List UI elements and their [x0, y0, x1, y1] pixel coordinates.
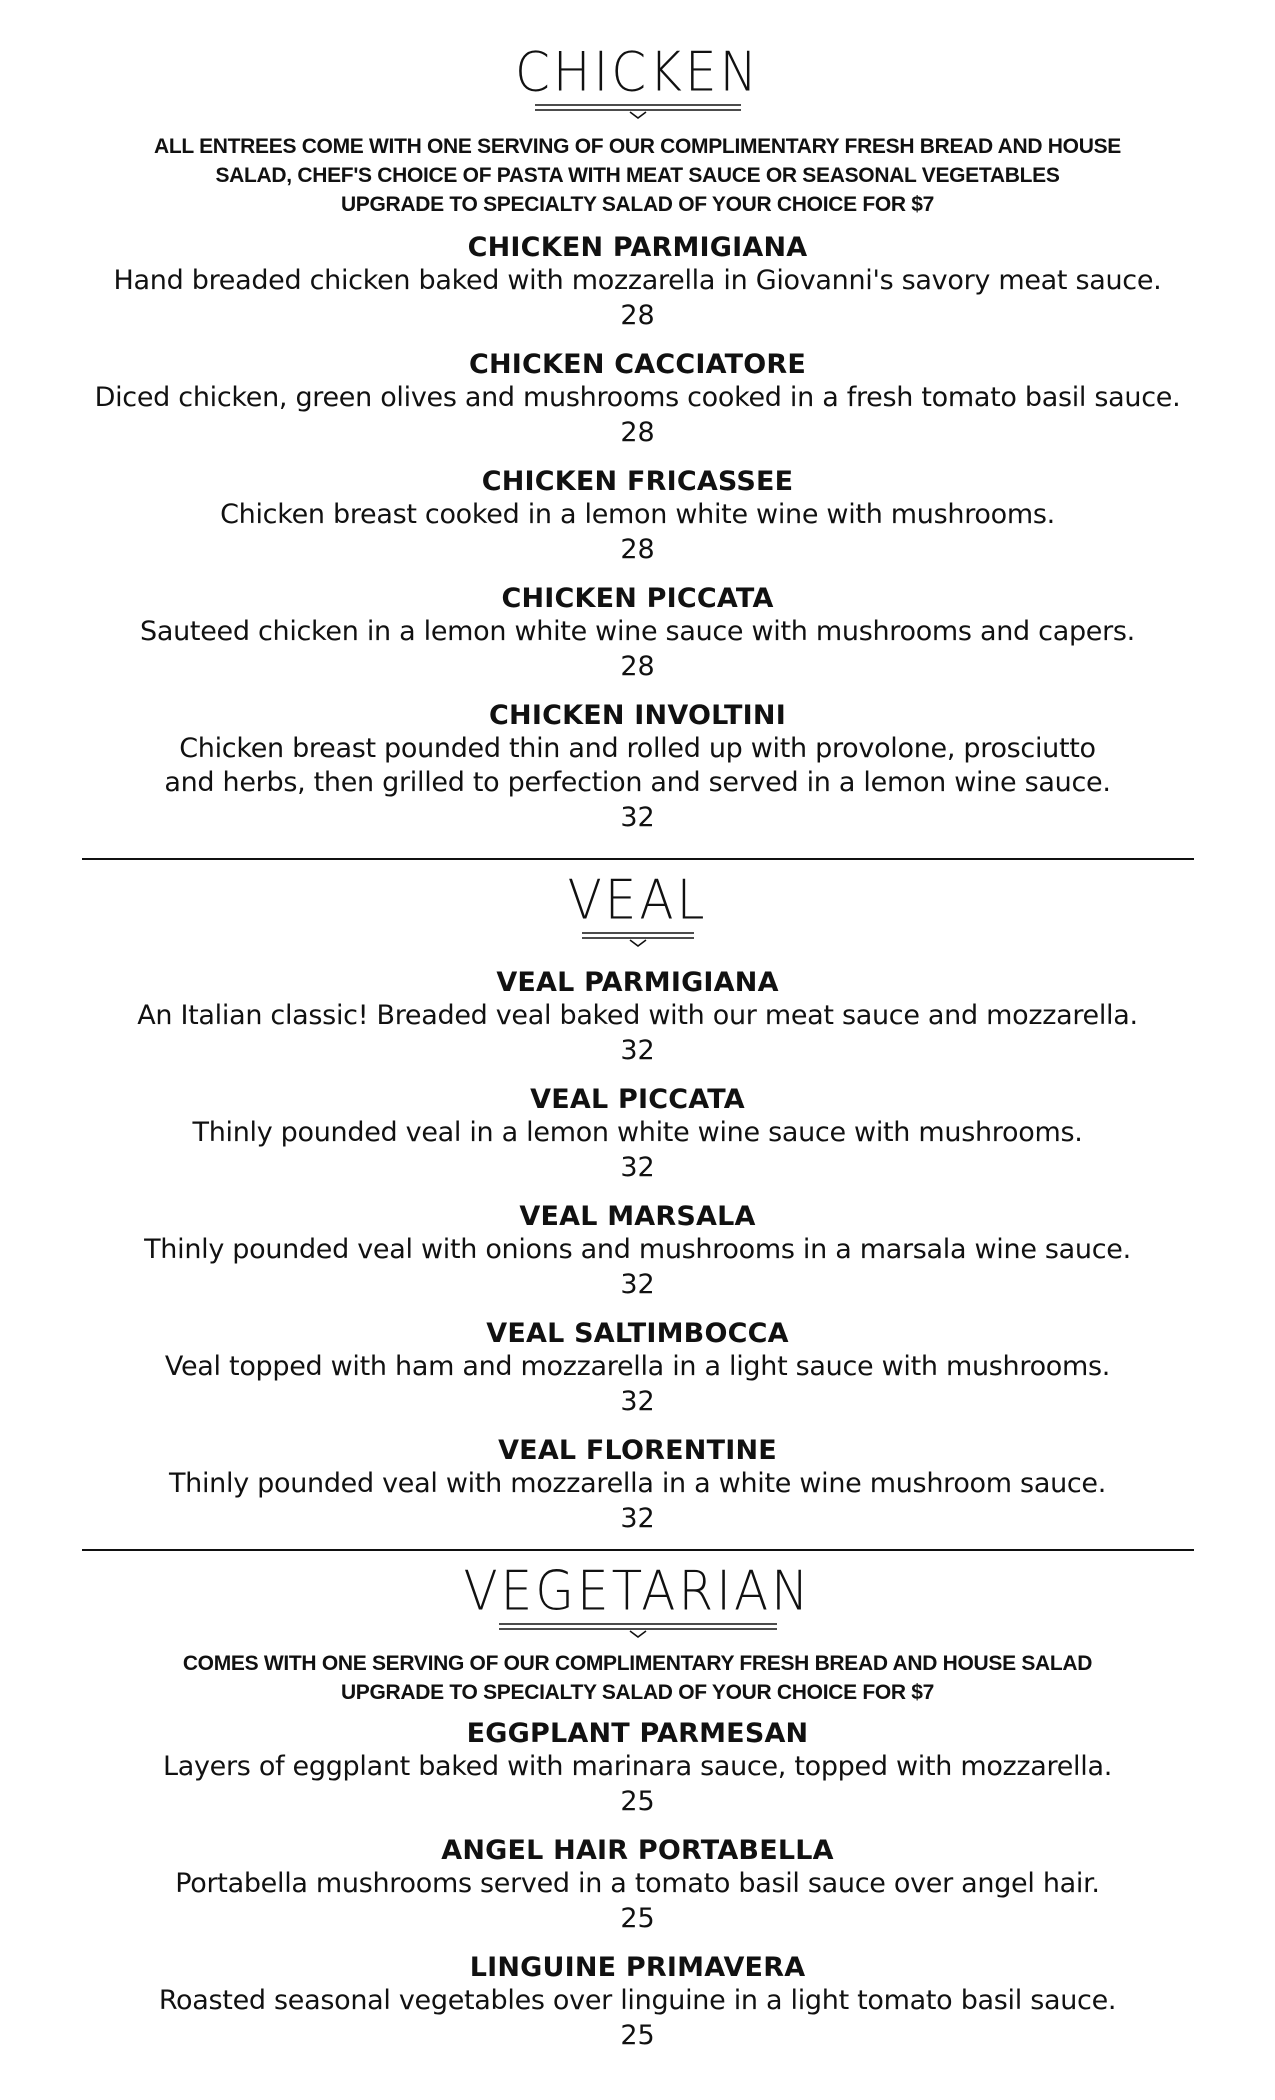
- item-price: 28: [620, 651, 655, 682]
- menu-item-chicken-parmigiana: [0, 231, 1275, 334]
- item-price: 28: [620, 534, 655, 565]
- item-price: 25: [620, 1786, 655, 1817]
- item-price: 32: [620, 1386, 655, 1417]
- menu-item-chicken-involtini: [0, 699, 1275, 836]
- item-price: 25: [620, 1903, 655, 1934]
- item-name: EGGPLANT PARMESAN: [466, 1718, 809, 1749]
- item-description: Thinly pounded veal in a lemon white wine sauce with mushrooms.: [192, 1117, 1083, 1148]
- item-name: CHICKEN INVOLTINI: [489, 700, 786, 731]
- item-name: CHICKEN CACCIATORE: [468, 349, 807, 380]
- item-description: Thinly pounded veal with onions and mushrooms in a marsala wine sauce.: [144, 1234, 1131, 1265]
- item-name: CHICKEN PICCATA: [501, 583, 774, 614]
- item-description: Chicken breast pounded thin and rolled up with provolone, prosciutto and herbs, then grilled to perfection and served in a lemon wine sauce.: [164, 733, 1111, 798]
- item-description: Roasted seasonal vegetables over linguine in a light tomato basil sauce.: [158, 1985, 1117, 2016]
- menu-item-chicken-cacciatore: [0, 348, 1275, 451]
- menu-item-linguine-primavera: [0, 1951, 1275, 2054]
- vegetarian-entree-note: [0, 1649, 1275, 1707]
- item-name: ANGEL HAIR PORTABELLA: [441, 1835, 834, 1866]
- item-description: Sauteed chicken in a lemon white wine sauce with mushrooms and capers.: [140, 616, 1135, 647]
- section-divider: [82, 1549, 1194, 1551]
- menu-item-veal-saltimbocca: [0, 1317, 1275, 1420]
- item-description: Portabella mushrooms served in a tomato basil sauce over angel hair.: [175, 1868, 1100, 1899]
- veal-section-title: VEAL: [567, 868, 708, 932]
- veal-section: [0, 868, 1275, 1537]
- item-description: Diced chicken, green olives and mushrooms cooked in a fresh tomato basil sauce.: [94, 382, 1181, 413]
- item-price: 32: [620, 1503, 655, 1534]
- section-divider: [82, 858, 1194, 860]
- item-price: 25: [620, 2020, 655, 2051]
- veal-title-ornament: [580, 930, 696, 948]
- menu-item-eggplant-parmesan: [0, 1717, 1275, 1820]
- item-name: VEAL PICCATA: [530, 1084, 745, 1115]
- vegetarian-title-ornament: [497, 1621, 779, 1639]
- item-name: VEAL FLORENTINE: [498, 1435, 777, 1466]
- item-price: 32: [620, 1269, 655, 1300]
- item-price: 32: [620, 1035, 655, 1066]
- chicken-section: [0, 40, 1275, 836]
- menu-item-chicken-piccata: [0, 582, 1275, 685]
- note-line: SALAD, CHEF'S CHOICE OF PASTA WITH MEAT SAUCE OR SEASONAL VEGETABLES: [215, 164, 1060, 187]
- item-name: VEAL PARMIGIANA: [496, 967, 779, 998]
- vegetarian-section-title: VEGETARIAN: [463, 1559, 812, 1623]
- chicken-section-title: CHICKEN: [515, 40, 760, 104]
- chicken-title-ornament: [533, 102, 743, 120]
- item-price: 28: [620, 417, 655, 448]
- item-description: An Italian classic! Breaded veal baked with our meat sauce and mozzarella.: [137, 1000, 1138, 1031]
- item-description: Chicken breast cooked in a lemon white wine with mushrooms.: [220, 499, 1055, 530]
- note-line: COMES WITH ONE SERVING OF OUR COMPLIMENTARY FRESH BREAD AND HOUSE SALAD: [182, 1652, 1093, 1675]
- menu-item-veal-parmigiana: [0, 966, 1275, 1069]
- note-line: ALL ENTREES COME WITH ONE SERVING OF OUR COMPLIMENTARY FRESH BREAD AND HOUSE: [154, 135, 1121, 158]
- item-price: 32: [620, 1152, 655, 1183]
- item-description: Hand breaded chicken baked with mozzarella in Giovanni's savory meat sauce.: [113, 265, 1162, 296]
- item-name: CHICKEN PARMIGIANA: [467, 232, 808, 263]
- vegetarian-section: [0, 1559, 1275, 2054]
- item-description: Thinly pounded veal with mozzarella in a white wine mushroom sauce.: [168, 1468, 1107, 1499]
- item-name: VEAL SALTIMBOCCA: [486, 1318, 789, 1349]
- chicken-entree-note: [0, 132, 1275, 219]
- item-name: CHICKEN FRICASSEE: [481, 466, 794, 497]
- note-line: UPGRADE TO SPECIALTY SALAD OF YOUR CHOICE FOR $7: [340, 1681, 935, 1704]
- menu-item-veal-florentine: [0, 1434, 1275, 1537]
- menu-item-chicken-fricassee: [0, 465, 1275, 568]
- item-description: Veal topped with ham and mozzarella in a light sauce with mushrooms.: [164, 1351, 1111, 1382]
- item-name: VEAL MARSALA: [519, 1201, 756, 1232]
- item-price: 28: [620, 300, 655, 331]
- item-price: 32: [620, 802, 655, 833]
- item-description: Layers of eggplant baked with marinara sauce, topped with mozzarella.: [163, 1751, 1112, 1782]
- menu-item-angel-hair-portabella: [0, 1834, 1275, 1937]
- menu-item-veal-marsala: [0, 1200, 1275, 1303]
- note-line: UPGRADE TO SPECIALTY SALAD OF YOUR CHOICE FOR $7: [340, 193, 935, 216]
- menu-item-veal-piccata: [0, 1083, 1275, 1186]
- item-name: LINGUINE PRIMAVERA: [469, 1952, 806, 1983]
